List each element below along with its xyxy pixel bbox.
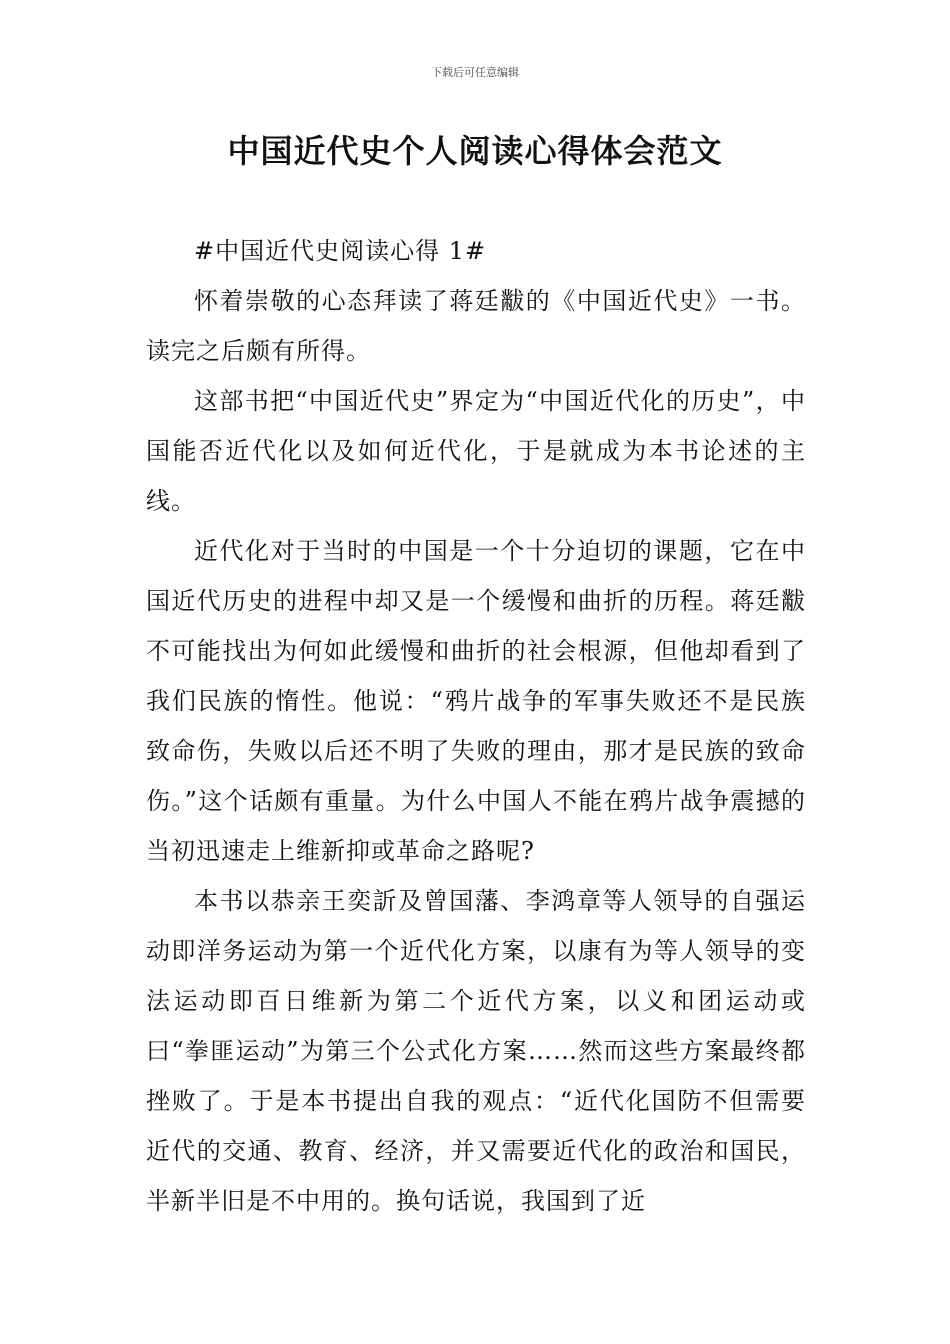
paragraph: 本书以恭亲王奕訢及曾国藩、李鸿章等人领导的自强运动即洋务运动为第一个近代化方案，以康有为等人领导的变法运动即百日维新为第二个近代方案，以义和团运动或曰“拳匪运动”为第三个公式化方案……然而这些方案最终都挫败了。于是本书提出自我的观点：“近代化国防不但需要近代的交通、教育、经济，并又需要近代化的政治和国民，半新半旧是不中用的。换句话说，我国到了近	[146, 887, 806, 1215]
paragraph: 怀着崇敬的心态拜读了蒋廷黻的《中国近代史》一书。读完之后颇有所得。	[146, 287, 806, 365]
paragraph: 这部书把“中国近代史”界定为“中国近代化的历史”，中国能否近代化以及如何近代化，于是就成为本书论述的主线。	[146, 387, 806, 515]
paragraph-section-heading: #中国近代史阅读心得 1#	[194, 237, 487, 265]
document-body	[146, 226, 806, 1226]
page-header-note: 下载后可任意编辑	[431, 66, 519, 79]
document-title: 中国近代史个人阅读心得体会范文	[227, 132, 723, 170]
paragraph: 近代化对于当时的中国是一个十分迫切的课题，它在中国近代历史的进程中却又是一个缓慢和曲折的历程。蒋廷黻不可能找出为何如此缓慢和曲折的社会根源，但他却看到了我们民族的惰性。他说：“鸦片战争的军事失败还不是民族致命伤，失败以后还不明了失败的理由，那才是民族的致命伤。”这个话颇有重量。为什么中国人不能在鸦片战争震撼的当初迅速走上维新抑或革命之路呢?	[146, 537, 806, 865]
